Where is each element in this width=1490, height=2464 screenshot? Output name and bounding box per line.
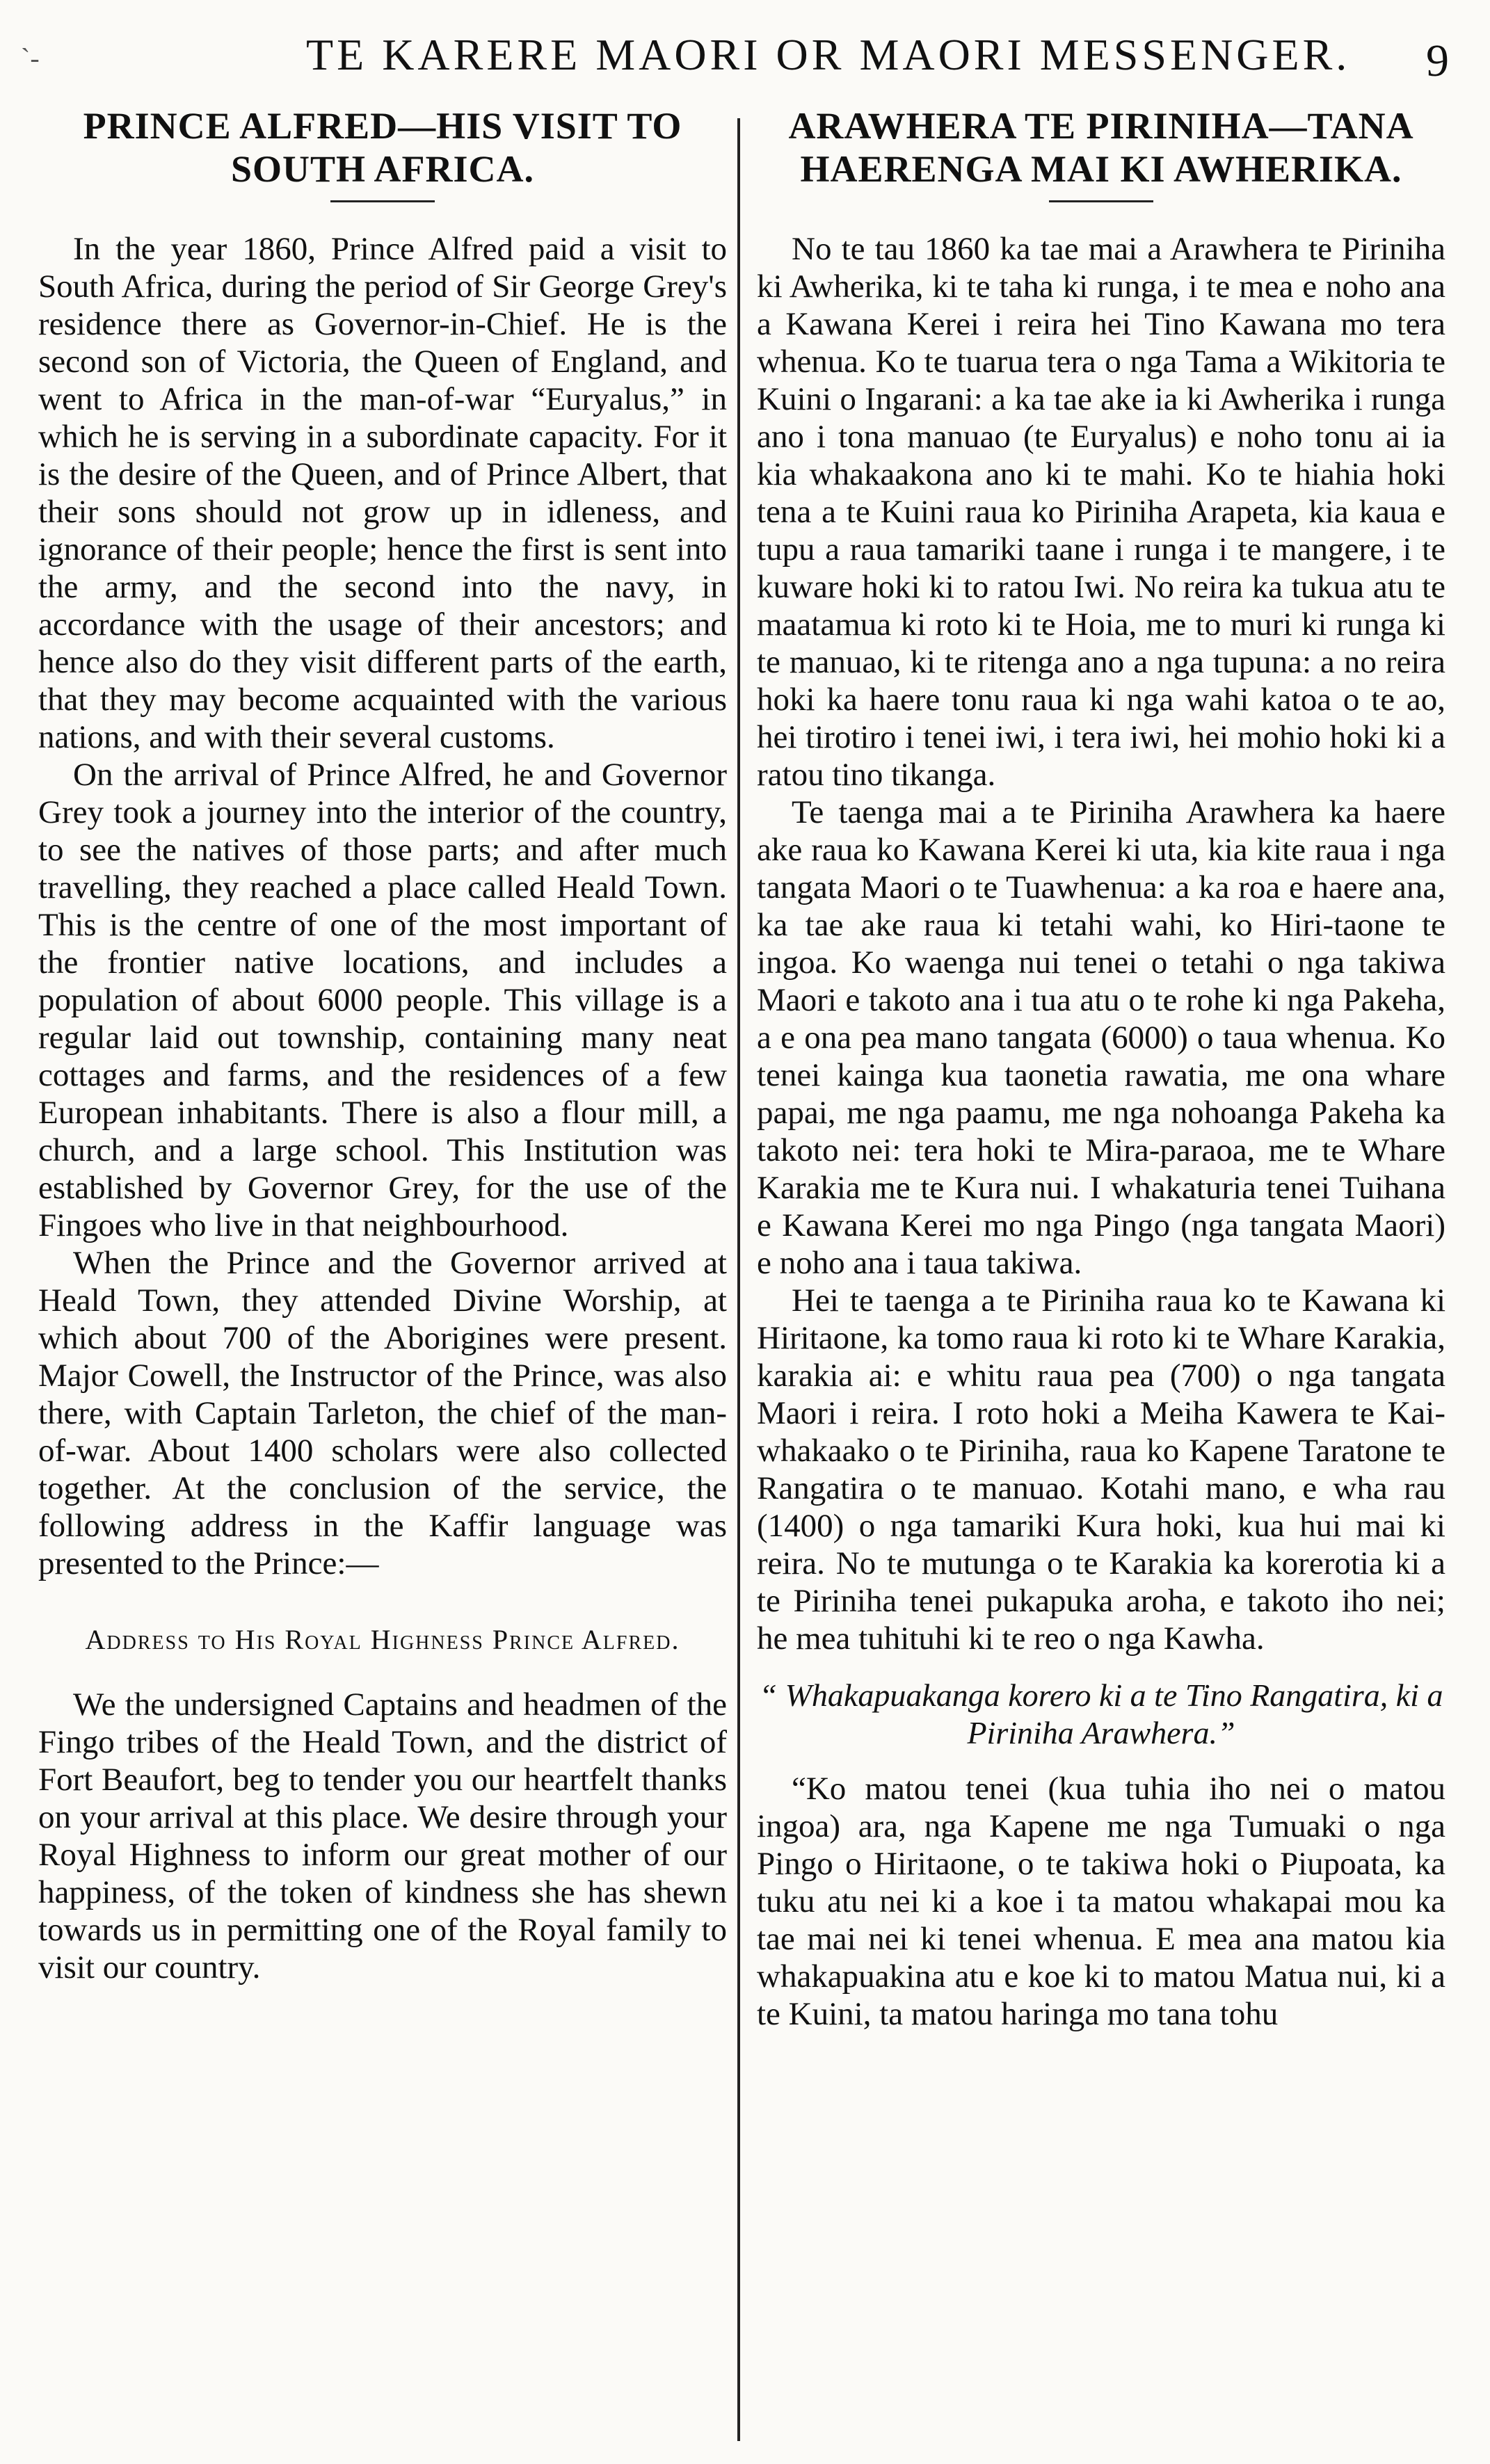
maori-title: ARAWHERA TE PIRINIHA—TANA HAERENGA MAI KI AWHERIKA. <box>788 105 1414 190</box>
maori-paragraph-2: Te taenga mai a te Piriniha Arawhera ka haere ake raua ko Kawana Kerei ki uta, kia kite raua i nga tangata Maori o te Tuawhenua: a ka roa e haere ana, ka tae ake raua ki tetahi wahi, ko Hiri-taone te ingoa. Ko waenga nui tenei o tetahi o nga takiwa Maori e takoto ana i tua atu o te rohe ki nga Pakeha, a e ona pea mano tangata (6000) o taua whenua. Ko tenei kainga kua taonetia rawatia, me ona whare papai, me nga paamu, me nga nohoanga Pakeha ka takoto nei: tera hoki te Mira-paraoa, me te Whare Karakia me te Kura nui. I whakaturia tenei Tuihana e Kawana Kerei mo nga Pingo (nga tangata Maori) e noho ana i taua takiwa. <box>757 794 1445 1281</box>
running-head: TE KARERE MAORI OR MAORI MESSENGER. <box>306 30 1351 79</box>
maori-paragraph-1: No te tau 1860 ka tae mai a Arawhera te Piriniha ki Awherika, ki te taha ki runga, i te mea e noho ana a Kawana Kerei i reira hei Tino Kawana mo tera whenua. Ko te tuarua tera o nga Tama a Wikitoria te Kuini o Ingarani: a ka tae ake ia ki Awherika i runga ano i tona manuao (te Euryalus) e noho tonu ai ia kia whakaakona ano ki te mahi. Ko te hiahia hoki tena a te Kuini raua ko Piriniha Arapeta, kia kaua e tupu a raua tamariki taane i runga i te mangere, i te kuware hoki ki to ratou Iwi. No reira ka tukua atu te maatamua ki roto ki te Hoia, me to muri ki runga ki te manuao, ki te ritenga ano a nga tupuna: a no reira hoki ka haere tonu raua ki nga wahi katoa o te ao, hei tirotiro i tenei iwi, i tera iwi, hei mohio hoki ki a ratou tino tikanga. <box>757 231 1445 793</box>
english-address-heading: Address to His Royal Highness Prince Alfred. <box>85 1624 680 1655</box>
english-paragraph-1: In the year 1860, Prince Alfred paid a visit to South Africa, during the period of Sir George Grey's residence there as Governor-in-Chief. He is the second son of Victoria, the Queen of England, and went to Africa in the man-of-war “Euryalus,” in which he is serving in a subordinate capacity. For it is the desire of the Queen, and of Prince Albert, that their sons should not grow up in idleness, and ignorance of their people; hence the first is sent into the army, and the second into the navy, in accordance with the usage of their ancestors; and hence also do they visit different parts of the earth, that they may become acquainted with the various nations, and with their several customs. <box>38 231 727 755</box>
maori-paragraph-3: Hei te taenga a te Piriniha raua ko te Kawana ki Hiritaone, ka tomo raua ki roto ki te Whare Karakia, karakia ai: e whitu raua pea (700) o nga tangata Maori i reira. I roto hoki a Meiha Kawera te Kai-whakaako o te Piriniha, raua ko Kapene Taratone te Rangatira o te manuao. Kotahi mano, e wha rau (1400) o nga tamariki Kura hoki, kua hui mai ki reira. No te mutunga o te Karakia ka korerotia ki a te Piriniha tenei pukapuka aroha, e takoto iho nei; he mea tuhituhi ki te reo o nga Kawha. <box>757 1282 1445 1657</box>
english-title: PRINCE ALFRED—HIS VISIT TO SOUTH AFRICA. <box>83 105 682 190</box>
page-number: 9 <box>1426 35 1449 86</box>
english-column <box>38 104 727 2434</box>
maori-column <box>757 104 1445 2434</box>
english-paragraph-2: On the arrival of Prince Alfred, he and Governor Grey took a journey into the interior of the country, to see the natives of those parts; and after much travelling, they reached a place called Heald Town. This is the centre of one of the most important of the frontier native locations, and includes a population of about 6000 people. This village is a regular laid out township, containing many neat cottages and farms, and the residences of a few European inhabitants. There is also a flour mill, a church, and a large school. This Institution was established by Governor Grey, for the use of the Fingoes who live in that neighbourhood. <box>38 757 727 1243</box>
maori-address-heading: “ Whakapuakanga korero ki a te Tino Rangatira, ki a Piriniha Arawhera.” <box>759 1677 1443 1750</box>
english-paragraph-3: When the Prince and the Governor arrived at Heald Town, they attended Divine Worship, at which about 700 of the Aborigines were present. Major Cowell, the Instructor of the Prince, was also there, with Captain Tarleton, the chief of the man-of-war. About 1400 scholars were also collected together. At the conclusion of the service, the following address in the Kaffir language was presented to the Prince:— <box>38 1245 727 1581</box>
column-divider <box>737 118 740 2441</box>
title-rule <box>1049 200 1153 202</box>
corner-mark: `- <box>21 42 40 74</box>
maori-address-paragraph: “Ko matou tenei (kua tuhia iho nei o matou ingoa) ara, nga Kapene me nga Tumuaki o nga Pingo o Hiritaone, o te takiwa hoki o Piupoata, ka tuku atu nei ki a koe i ta matou whakapai mou ka tae mai nei ki tenei whenua. E mea ana matou kia whakapuakina atu e koe ki to matou Matua nui, ki a te Kuini, ta matou haringa mo tana tohu <box>757 1771 1445 2032</box>
english-address-paragraph: We the undersigned Captains and headmen of the Fingo tribes of the Heald Town, and the district of Fort Beaufort, beg to tender you our heartfelt thanks on your arrival at this place. We desire through your Royal Highness to inform our great mother of our happiness, of the token of kindness she has shewn towards us in permitting one of the Royal family to visit our country. <box>38 1686 727 1986</box>
title-rule <box>330 200 435 202</box>
